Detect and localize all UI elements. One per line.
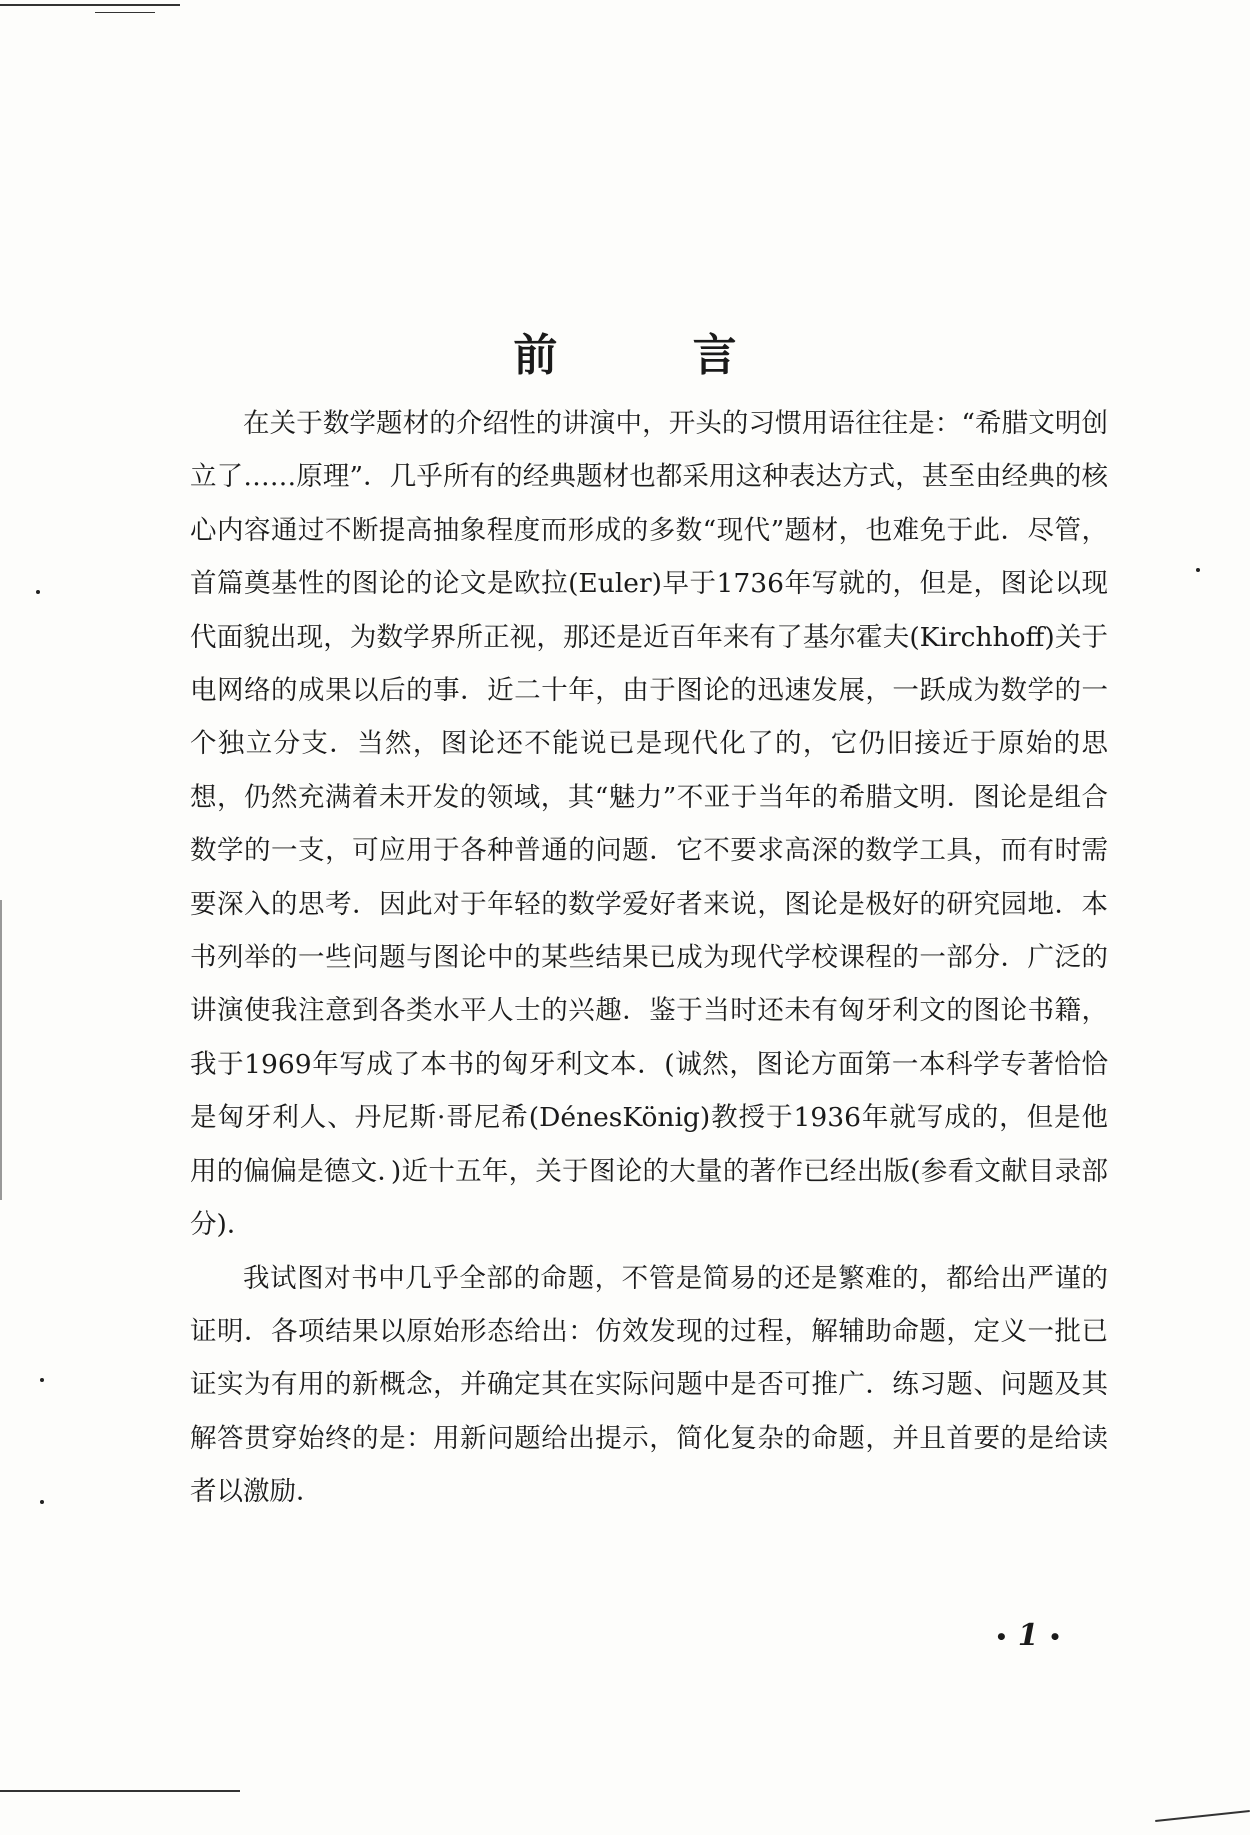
scan-edge-mark-top: [0, 4, 180, 6]
scan-speck: [36, 590, 40, 594]
page-number-dot-left: •: [995, 1625, 1018, 1649]
scan-speck: [40, 1378, 44, 1382]
paragraph-1: 在关于数学题材的介绍性的讲演中，开头的习惯用语往往是：“希腊文明创立了……原理”．几乎所有的经典题材也都采用这种表达方式，甚至由经典的核心内容通过不断提高抽象程度而形成的多数“现代”题材，也难免于此．尽管，首篇奠基性的图论的论文是欧拉(Euler)早于1736年写就的，但是，图论以现代面貌出现，为数学界所正视，那还是近百年来有了基尔霍夫(Kirchhoff)关于电网络的成果以后的事．近二十年，由于图论的迅速发展，一跃成为数学的一个独立分支．当然，图论还不能说已是现代化了的，它仍旧接近于原始的思想，仍然充满着未开发的领域，其“魅力”不亚于当年的希腊文明．图论是组合数学的一支，可应用于各种普通的问题．它不要求高深的数学工具，而有时需要深入的思考．因此对于年轻的数学爱好者来说，图论是极好的研究园地．本书列举的一些问题与图论中的某些结果已成为现代学校课程的一部分．广泛的讲演使我注意到各类水平人士的兴趣．鉴于当时还未有匈牙利文的图论书籍，我于1969年写成了本书的匈牙利文本．(诚然，图论方面第一本科学专著恰恰是匈牙利人、丹尼斯·哥尼希(DénesKönig)教授于1936年就写成的，但是他用的偏偏是德文．)近十五年，关于图论的大量的著作已经出版(参看文献目录部分)．: [190, 408, 1108, 1241]
scan-edge-mark-top-short: [95, 12, 155, 13]
scan-speck: [40, 1500, 44, 1504]
scan-speck: [1196, 568, 1200, 572]
page-number: [995, 1618, 1071, 1653]
body-text: [190, 397, 1108, 1519]
scan-edge-mark-bottom-left: [0, 1790, 240, 1792]
page-number-dot-right: •: [1048, 1625, 1072, 1649]
scan-edge-mark-bottom-right: [1155, 1810, 1250, 1822]
scan-edge-mark-left: [0, 900, 2, 1200]
page-number-value: 1: [1017, 1618, 1049, 1653]
page-title: 前 言: [513, 330, 797, 382]
paragraph-2: 我试图对书中几乎全部的命题，不管是简易的还是繁难的，都给出严谨的证明．各项结果以原始形态给出：仿效发现的过程，解辅助命题，定义一批已证实为有用的新概念，并确定其在实际问题中是否可推广．练习题、问题及其解答贯穿始终的是：用新问题给出提示，简化复杂的命题，并且首要的是给读者以激励．: [190, 1262, 1108, 1508]
